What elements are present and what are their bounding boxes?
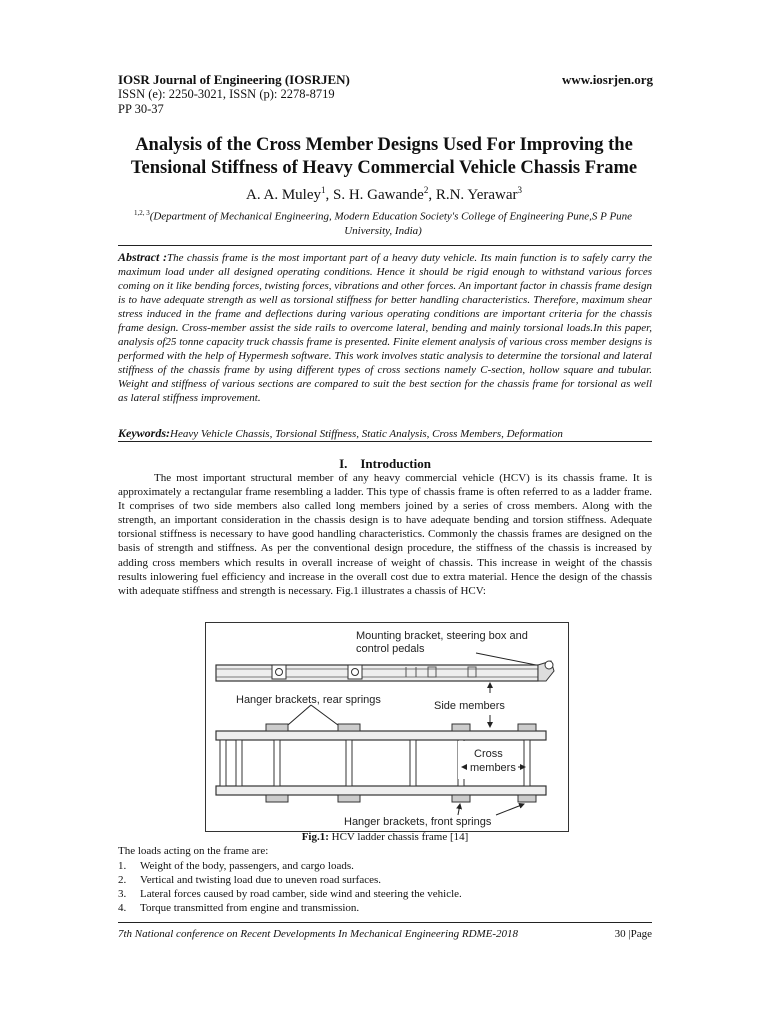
list-text: Torque transmitted from engine and transmission. <box>140 902 360 914</box>
author-list: A. A. Muley$^1$, S. H. Gawande$^2$, R.N. Yerawar$^3$ <box>246 185 522 203</box>
list-text: Lateral forces caused by road camber, side wind and steering the vehicle. <box>140 888 462 900</box>
author-name: S. H. Gawande <box>333 187 424 203</box>
list-item <box>118 887 462 901</box>
figure-caption-label: Fig.1: <box>301 831 329 843</box>
page-number: 30 |Page <box>614 928 652 940</box>
list-text: Vertical and twisting load due to uneven road surfaces. <box>140 874 382 886</box>
figure-caption <box>118 831 652 843</box>
abstract-text: The chassis frame is the most important part of a heavy duty vehicle. Its main function is to safely carry the maximum load under all designed operating conditions. Hence it should be rigid enough to withstand various forces coming on it like bending forces, twisting forces, vibrations and other forces. An important factor in chassis frame design is to have adequate strength as well as torsional stiffness for better handling characteristics. Therefore, maximum shear stress induced in the frame and deflections during various operating conditions are important criteria for the chassis frame design. Cross-member assist the side rails to overcome lateral, bending and mainly torsional loads.In this paper, analysis of25 tonne capacity truck chassis frame is presented. Finite element analysis of various cross member designs is performed with the help of Hypermesh software. This work involves static analysis to determine the torsional and lateral stiffness of the chassis frame by using different types of cross sections namely C-section, hollow square and tubular. Weight and stiffness of various sections are compared to suit the best section for the chassis frame for torsional as well as lateral stiffness improvement. <box>118 252 652 405</box>
section-heading: I. Introduction <box>339 456 431 471</box>
label-mounting-bracket: Mounting bracket, steering box and <box>356 630 528 642</box>
label-side-members: Side members <box>434 700 505 712</box>
journal-name: IOSR Journal of Engineering (IOSRJEN) <box>118 72 350 87</box>
label-hanger-rear: Hanger brackets, rear springs <box>236 694 381 706</box>
leader-line <box>476 653 541 666</box>
divider <box>118 441 652 442</box>
abstract <box>118 250 652 406</box>
footer-conference: 7th National conference on Recent Developments In Mechanical Engineering RDME-2018 <box>118 928 519 940</box>
author-sup: 3 <box>517 185 522 195</box>
figure-chassis-frame <box>205 622 569 832</box>
introduction-text: The most important structural member of any heavy commercial vehicle (HCV) is its chassis frame. It is approximately a rectangular frame resembling a ladder. This type of chassis frame is often referred to as a ladder frame. It comprises of two side members also called long members joined by a series of cross members. Along with the strength, an important consideration in the chassis design is to have adequate bending and torsion stiffness. Adequate torsional stiffness is necessary to have good handling characteristics. Commonly the chassis frames are designed on the basis of strength and stiffness. As per the conventional design procedure, the stiffness of the chassis is increased by adding cross members which results in overall increase of weight of chassis. This increase in weight of the chassis results inlowering fuel efficiency and increase in the overall cost due to extra material. Hence the design of the chassis with adequate stiffness and strength is necessary. Fig.1 illustrates a chassis of HCV: <box>118 472 652 597</box>
arrow <box>458 804 460 815</box>
label-cross: Cross <box>474 748 503 760</box>
list-text: Weight of the body, passengers, and cargo loads. <box>140 860 354 872</box>
label-control-pedals: control pedals <box>356 643 425 655</box>
abstract-label: Abstract : <box>118 250 167 264</box>
list-number: 4. <box>118 902 127 914</box>
divider <box>118 245 652 246</box>
issn-line: ISSN (e): 2250-3021, ISSN (p): 2278-8719 <box>118 87 335 101</box>
label-hanger-front: Hanger brackets, front springs <box>344 816 492 828</box>
list-number: 2. <box>118 874 127 886</box>
paper-title <box>110 134 658 180</box>
journal-url: www.iosrjen.org <box>562 72 653 87</box>
keywords <box>118 426 652 441</box>
chassis-diagram <box>206 623 568 831</box>
introduction-paragraph <box>118 471 652 598</box>
affiliation <box>118 206 648 238</box>
author-name: R.N. Yerawar <box>435 187 518 203</box>
figure-caption-text: HCV ladder chassis frame [14] <box>328 831 469 843</box>
keywords-text: Heavy Vehicle Chassis, Torsional Stiffness, Static Analysis, Cross Members, Deformation <box>170 428 563 440</box>
affiliation-sup: 1,2, 3 <box>133 209 150 217</box>
label-members: members <box>470 762 516 774</box>
arrow <box>496 804 524 815</box>
loads-intro: The loads acting on the frame are: <box>118 845 269 857</box>
author-name: A. A. Muley <box>246 187 321 203</box>
page-range: PP 30-37 <box>118 102 164 116</box>
affiliation-text: (Department of Mechanical Engineering, Modern Education Society's College of Engineering Pune,S P Pune University, India) <box>149 210 633 237</box>
list-item <box>118 873 462 887</box>
list-item <box>118 859 462 873</box>
author-sup: 2 <box>423 185 429 195</box>
list-number: 1. <box>118 860 127 872</box>
list-item <box>118 901 462 915</box>
side-view <box>216 661 554 681</box>
paper-title-line-1: Analysis of the Cross Member Designs Used For Improving the <box>135 135 633 155</box>
list-number: 3. <box>118 888 127 900</box>
divider <box>118 922 652 923</box>
keywords-label: Keywords: <box>118 426 170 440</box>
paper-title-line-2: Tensional Stiffness of Heavy Commercial Vehicle Chassis Frame <box>130 158 638 178</box>
loads-list <box>118 859 462 915</box>
author-sup: 1 <box>321 185 326 195</box>
